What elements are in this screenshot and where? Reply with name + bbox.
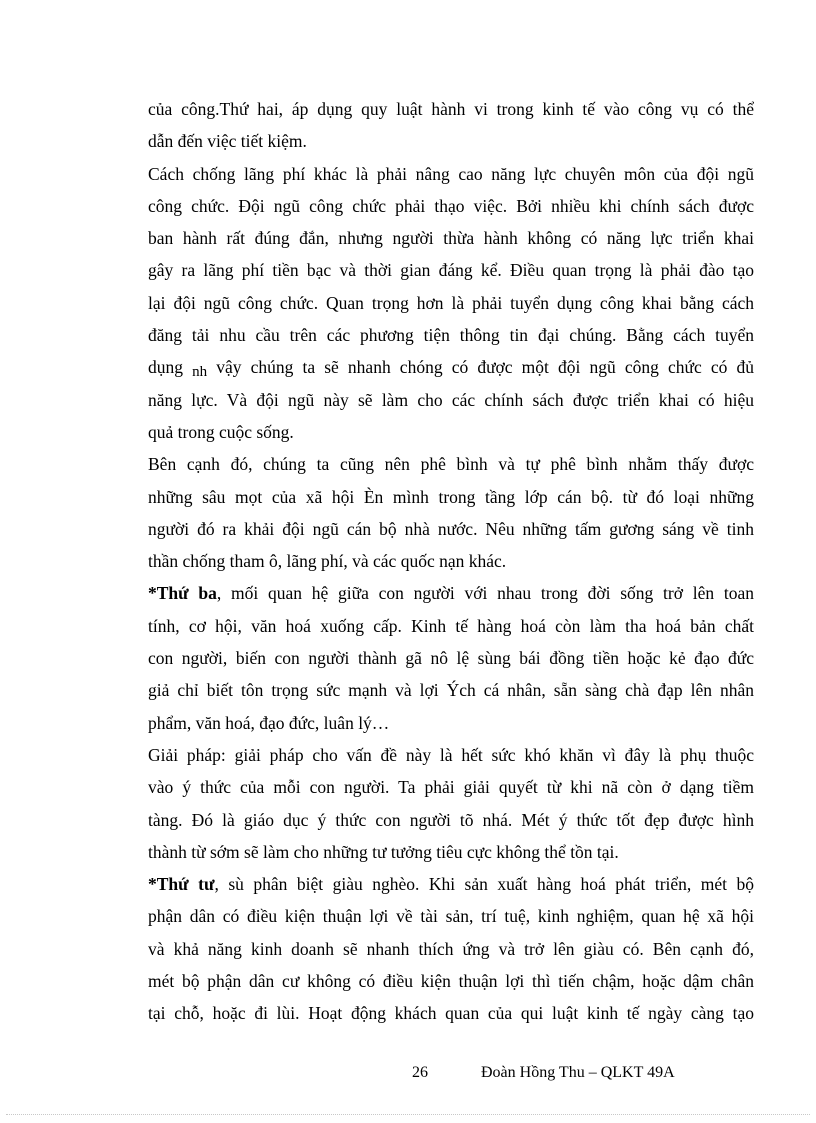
- line-text: vậy chúng ta sẽ nhanh chóng có được một đội ngũ công chức có đủ: [207, 357, 754, 378]
- line-text: vào ý thức của mỗi con người. Ta phải giải quyết từ khi nã còn ở dạng tiềm: [148, 777, 754, 798]
- text-line: [148, 610, 754, 642]
- line-text: và khả năng kinh doanh sẽ nhanh thích ứng và trở lên giàu có. Bên cạnh đó,: [148, 938, 754, 959]
- text-line: [148, 577, 754, 609]
- line-text: phẩm, văn hoá, đạo đức, luân lý…: [148, 712, 390, 733]
- text-line: [148, 545, 754, 577]
- text-line: [148, 771, 754, 803]
- page-number: 26: [412, 1064, 428, 1081]
- text-line: [148, 965, 754, 997]
- line-text: tàng. Đó là giáo dục ý thức con người tõ nhá. Mét ý thức tốt đẹp được hình: [148, 809, 754, 830]
- text-line: [148, 868, 754, 900]
- line-text: Giải pháp: giải pháp cho vấn đề này là hết sức khó khăn vì đây là phụ thuộc: [148, 744, 754, 765]
- line-text: đăng tải nhu cầu trên các phương tiện thông tin đại chúng. Bằng cách tuyển: [148, 325, 754, 346]
- line-text: phận dân có điều kiện thuận lợi về tài sản, trí tuệ, kinh nghiệm, quan hệ xã hội: [148, 906, 754, 927]
- text-line: [148, 448, 754, 480]
- line-text: những sâu mọt của xã hội Èn mình trong tầng lớp cán bộ. từ đó loại những: [148, 486, 754, 507]
- line-text: mét bộ phận dân cư không có điều kiện thuận lợi thì tiến chậm, hoặc dậm chân: [148, 971, 754, 992]
- line-text: ban hành rất đúng đắn, nhưng người thừa hành không có năng lực triển khai: [148, 228, 754, 249]
- text-line: [148, 190, 754, 222]
- line-text: thành từ sớm sẽ làm cho những tư tưởng tiêu cực không thể tồn tại.: [148, 841, 619, 862]
- line-text: gây ra lãng phí tiền bạc và thời gian đáng kể. Điều quan trọng là phải đào tạo: [148, 260, 754, 281]
- text-line: [148, 351, 754, 383]
- line-text: người đó ra khải đội ngũ cán bộ nhà nước. Nêu những tấm gương sáng về tinh: [148, 518, 754, 539]
- bold-heading: *Thứ ba: [148, 583, 217, 604]
- text-line: [148, 836, 754, 868]
- text-line: [148, 997, 754, 1029]
- text-line: [148, 416, 754, 448]
- line-text: dẫn đến việc tiết kiệm.: [148, 131, 307, 152]
- line-text: công chức. Đội ngũ công chức phải thạo việc. Bởi nhiều khi chính sách được: [148, 195, 754, 216]
- line-text: thần chống tham ô, lãng phí, và các quốc nạn khác.: [148, 551, 507, 572]
- line-text: của công.Thứ hai, áp dụng quy luật hành vi trong kinh tế vào công vụ có thể: [148, 99, 754, 119]
- text-line: [148, 93, 754, 125]
- line-text-before: dụng: [148, 357, 193, 378]
- line-text: tại chỗ, hoặc đi lùi. Hoạt động khách quan của qui luật kinh tế ngày càng tạo: [148, 1003, 754, 1024]
- text-line: [148, 384, 754, 416]
- text-line: [148, 481, 754, 513]
- line-text: lại đội ngũ công chức. Quan trọng hơn là phải tuyển dụng công khai bằng cách: [148, 292, 754, 313]
- line-text: con người, biến con người thành gã nô lệ sùng bái đồng tiền hoặc kẻ đạo đức: [148, 648, 754, 669]
- text-line: [148, 674, 754, 706]
- page-footer: [0, 1061, 816, 1085]
- bold-heading: *Thứ tư: [148, 874, 215, 895]
- text-line: [148, 900, 754, 932]
- text-line: [148, 125, 754, 157]
- text-line: [148, 287, 754, 319]
- text-line: [148, 804, 754, 836]
- line-text: Bên cạnh đó, chúng ta cũng nên phê bình và tự phê bình nhằm thấy được: [148, 454, 754, 475]
- body-text: [148, 93, 754, 1030]
- line-text: năng lực. Và đội ngũ này sẽ làm cho các chính sách được triển khai có hiệu: [148, 389, 754, 410]
- line-text: tính, cơ hội, văn hoá xuống cấp. Kinh tế hàng hoá còn làm tha hoá bản chất: [148, 615, 754, 636]
- text-line: [148, 707, 754, 739]
- text-line: [148, 739, 754, 771]
- footer-author: Đoàn Hồng Thu – QLKT 49A: [481, 1064, 675, 1081]
- text-line: [148, 513, 754, 545]
- text-line: [148, 933, 754, 965]
- text-line: [148, 254, 754, 286]
- text-line: [148, 222, 754, 254]
- line-text: quả trong cuộc sống.: [148, 421, 294, 442]
- line-text: Cách chống lãng phí khác là phải nâng cao năng lực chuyên môn của đội ngũ: [148, 163, 754, 184]
- text-line: [148, 642, 754, 674]
- line-text: , sù phân biệt giàu nghèo. Khi sản xuất hàng hoá phát triển, mét bộ: [214, 874, 754, 895]
- text-line: [148, 158, 754, 190]
- line-text: giả chỉ biết tôn trọng sức mạnh và lợi Ých cá nhân, sẵn sàng chà đạp lên nhân: [148, 680, 754, 701]
- line-text: , mối quan hệ giữa con người với nhau trong đời sống trở lên toan: [216, 583, 755, 604]
- subscript-fragment: nh: [192, 364, 208, 381]
- page-bottom-border: [6, 1114, 810, 1115]
- text-line: [148, 319, 754, 351]
